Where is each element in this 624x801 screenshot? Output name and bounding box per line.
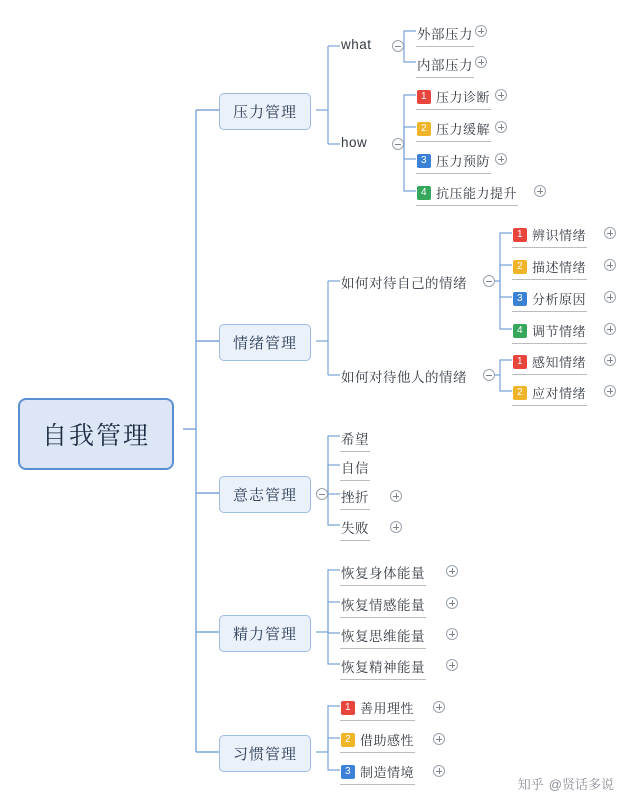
expand-control-stress-prevention[interactable]: [495, 153, 507, 165]
badge-1: 1: [513, 355, 527, 369]
leaf-node-respond-emotion[interactable]: [512, 381, 587, 406]
leaf-node-perceive-emotion[interactable]: [512, 350, 587, 375]
leaf-label: 外部压力: [417, 27, 473, 42]
badge-2: 2: [341, 733, 355, 747]
branch-label: 情绪管理: [233, 335, 298, 352]
leaf-label: 辨识情绪: [532, 228, 587, 243]
leaf-label: 恢复精神能量: [341, 660, 425, 675]
collapse-control-own-emotions[interactable]: [483, 275, 495, 287]
leaf-node-restore-emotional-energy[interactable]: [340, 592, 426, 618]
expand-control-stress-relief[interactable]: [495, 121, 507, 133]
leaf-label: 感知情绪: [532, 355, 587, 370]
leaf-label: 分析原因: [532, 292, 587, 307]
collapse-control-what[interactable]: [392, 40, 404, 52]
leaf-node-restore-mental-energy[interactable]: [340, 623, 426, 649]
expand-control-restore-spiritual-energy[interactable]: [446, 659, 458, 671]
leaf-node-stress-relief[interactable]: [416, 117, 491, 142]
badge-4: 4: [513, 324, 527, 338]
leaf-node-stress-prevention[interactable]: [416, 149, 491, 174]
leaf-label: 应对情绪: [532, 386, 587, 401]
leaf-label: 恢复思维能量: [341, 629, 425, 644]
leaf-node-analyze-cause[interactable]: [512, 287, 587, 312]
leaf-label: 恢复身体能量: [341, 566, 425, 581]
branch-label: 压力管理: [233, 104, 298, 121]
leaf-node-use-emotion[interactable]: [340, 728, 415, 753]
leaf-node-confidence[interactable]: [340, 455, 370, 481]
leaf-label: 善用理性: [360, 701, 415, 716]
subnode-own-emotions[interactable]: [340, 270, 468, 295]
leaf-label: 借助感性: [360, 733, 415, 748]
leaf-label: 抗压能力提升: [436, 186, 518, 201]
expand-control-analyze-cause[interactable]: [604, 291, 616, 303]
subnode-how[interactable]: [340, 133, 368, 153]
badge-4: 4: [417, 186, 431, 200]
leaf-node-failure[interactable]: [340, 515, 370, 541]
leaf-label: 描述情绪: [532, 260, 587, 275]
branch-label: 精力管理: [233, 626, 298, 643]
leaf-node-internal-pressure[interactable]: [416, 52, 474, 78]
badge-2: 2: [513, 386, 527, 400]
badge-1: 1: [513, 228, 527, 242]
branch-node-energy-management[interactable]: [219, 615, 311, 652]
expand-control-stress-resilience[interactable]: [534, 185, 546, 197]
expand-control-regulate-emotion[interactable]: [604, 323, 616, 335]
collapse-control-how[interactable]: [392, 138, 404, 150]
branch-node-habit-management[interactable]: [219, 735, 311, 772]
badge-3: 3: [513, 292, 527, 306]
leaf-label: 制造情境: [360, 765, 415, 780]
badge-1: 1: [341, 701, 355, 715]
expand-control-use-reason[interactable]: [433, 701, 445, 713]
leaf-label: 压力诊断: [436, 90, 491, 105]
badge-2: 2: [513, 260, 527, 274]
badge-1: 1: [417, 90, 431, 104]
leaf-label: 内部压力: [417, 58, 473, 73]
expand-control-identify-emotion[interactable]: [604, 227, 616, 239]
branch-node-willpower-management[interactable]: [219, 476, 311, 513]
collapse-control-others-emotions[interactable]: [483, 369, 495, 381]
subnode-label: how: [341, 135, 368, 150]
leaf-label: 压力缓解: [436, 122, 491, 137]
leaf-node-identify-emotion[interactable]: [512, 223, 587, 248]
expand-control-create-context[interactable]: [433, 765, 445, 777]
watermark: [518, 774, 614, 793]
leaf-label: 挫折: [341, 490, 369, 505]
expand-control-respond-emotion[interactable]: [604, 385, 616, 397]
leaf-node-restore-physical-energy[interactable]: [340, 560, 426, 586]
subnode-label: 如何对待自己的情绪: [341, 276, 467, 291]
watermark-author: @贤话多说: [548, 777, 614, 792]
subnode-what[interactable]: [340, 35, 373, 55]
expand-control-use-emotion[interactable]: [433, 733, 445, 745]
expand-control-restore-emotional-energy[interactable]: [446, 597, 458, 609]
expand-control-describe-emotion[interactable]: [604, 259, 616, 271]
zhihu-logo-icon: 知乎: [517, 777, 544, 792]
expand-control-restore-mental-energy[interactable]: [446, 628, 458, 640]
expand-control-external-pressure[interactable]: [475, 25, 487, 37]
subnode-others-emotions[interactable]: [340, 364, 468, 389]
leaf-node-use-reason[interactable]: [340, 696, 415, 721]
leaf-label: 恢复情感能量: [341, 598, 425, 613]
leaf-node-regulate-emotion[interactable]: [512, 319, 587, 344]
expand-control-stress-diagnosis[interactable]: [495, 89, 507, 101]
leaf-node-stress-resilience[interactable]: [416, 181, 518, 206]
badge-2: 2: [417, 122, 431, 136]
leaf-label: 希望: [341, 432, 369, 447]
branch-label: 习惯管理: [233, 746, 298, 763]
leaf-node-describe-emotion[interactable]: [512, 255, 587, 280]
leaf-label: 失败: [341, 521, 369, 536]
expand-control-restore-physical-energy[interactable]: [446, 565, 458, 577]
badge-3: 3: [341, 765, 355, 779]
leaf-node-hope[interactable]: [340, 426, 370, 452]
root-label: 自我管理: [42, 422, 151, 450]
leaf-node-stress-diagnosis[interactable]: [416, 85, 491, 110]
expand-control-failure[interactable]: [390, 521, 402, 533]
branch-node-emotion-management[interactable]: [219, 324, 311, 361]
mindmap-root-node[interactable]: [18, 398, 174, 470]
subnode-label: 如何对待他人的情绪: [341, 370, 467, 385]
expand-control-perceive-emotion[interactable]: [604, 354, 616, 366]
leaf-node-setback[interactable]: [340, 484, 370, 510]
expand-control-setback[interactable]: [390, 490, 402, 502]
expand-control-internal-pressure[interactable]: [475, 56, 487, 68]
leaf-label: 自信: [341, 461, 369, 476]
subnode-label: what: [341, 37, 372, 52]
leaf-label: 调节情绪: [532, 324, 587, 339]
leaf-node-external-pressure[interactable]: [416, 21, 474, 47]
leaf-node-create-context[interactable]: [340, 760, 415, 785]
badge-3: 3: [417, 154, 431, 168]
leaf-node-restore-spiritual-energy[interactable]: [340, 654, 426, 680]
leaf-label: 压力预防: [436, 154, 491, 169]
collapse-control-willpower-management[interactable]: [316, 488, 328, 500]
branch-node-stress-management[interactable]: [219, 93, 311, 130]
branch-label: 意志管理: [233, 487, 298, 504]
